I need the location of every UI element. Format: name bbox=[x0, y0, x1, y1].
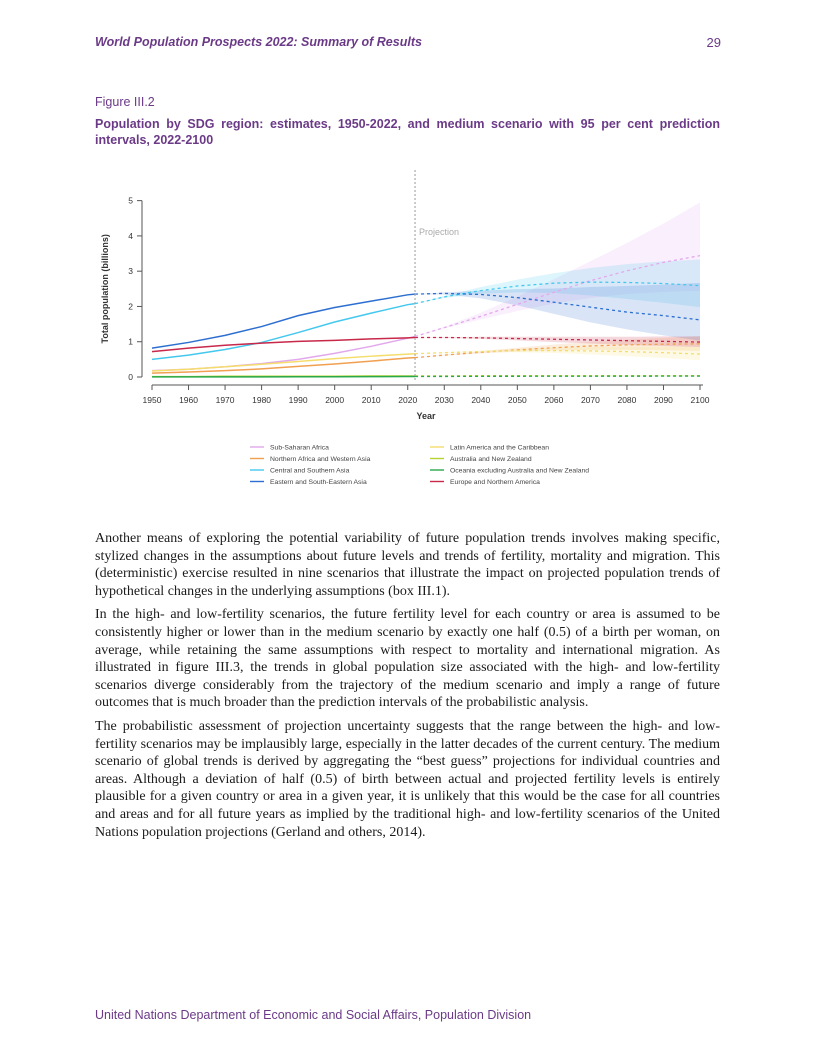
body-paragraph: Another means of exploring the potential variability of future population trends involves making specific, stylized changes in the assumptions about future levels and trends of fertility, mortality and migration. This (deterministic) exercise resulted in nine scenarios that illustrate the impact on projected population trends of hypothetical changes in the underlying assumptions (box III.1). bbox=[95, 531, 720, 599]
legend-label-sub-saharan-africa: Sub-Saharan Africa bbox=[270, 444, 329, 452]
x-tick-label: 2070 bbox=[580, 395, 600, 405]
y-tick-label: 4 bbox=[128, 230, 133, 241]
legend-label-australia-and-new-zealand: Australia and New Zealand bbox=[450, 456, 532, 463]
y-tick-label: 0 bbox=[128, 372, 133, 382]
legend-label-central-and-southern-asia: Central and Southern Asia bbox=[270, 467, 350, 475]
x-axis-title: Year bbox=[416, 411, 436, 421]
page-number: 29 bbox=[706, 35, 721, 50]
x-tick-label: 2000 bbox=[325, 395, 345, 405]
x-tick-label: 1970 bbox=[215, 395, 235, 405]
estimate-line-northern-africa-and-western-asia bbox=[152, 358, 415, 374]
band-eastern-and-south-eastern-asia bbox=[415, 283, 700, 341]
x-tick-label: 2030 bbox=[434, 395, 454, 405]
chart-legend bbox=[250, 445, 589, 487]
figure-title: Population by SDG region: estimates, 1950-2022, and medium scenario with 95 per cent prediction intervals, 2022-2100 bbox=[95, 117, 720, 147]
legend-label-northern-africa-and-western-asia: Northern Africa and Western Asia bbox=[270, 456, 371, 463]
band-latin-america-and-the-caribbean bbox=[415, 347, 700, 360]
x-tick-label: 2100 bbox=[690, 395, 710, 405]
estimate-line-europe-and-northern-america bbox=[152, 337, 415, 351]
body-paragraph: The probabilistic assessment of projection uncertainty suggests that the range between the high- and low-fertility scenarios may be implausibly large, especially in the latter decades of the current century. The medium scenario of global trends is derived by aggregating the “best guess” projections for individual countries and areas. Although a deviation of half (0.5) of birth between actual and projected fertility levels is entirely plausible for a given country or area in a given year, it is unlikely that this would be the case for all countries and areas and for all future years as implied by the traditional high- and low-fertility scenarios of the United Nations population projections (Gerland and others, 2014). bbox=[95, 718, 720, 840]
y-tick-label: 3 bbox=[128, 266, 133, 277]
x-tick-label: 1950 bbox=[142, 395, 162, 405]
population-chart bbox=[95, 165, 715, 495]
figure-label: Figure III.2 bbox=[95, 95, 155, 109]
running-title: World Population Prospects 2022: Summary of Results bbox=[95, 35, 422, 49]
x-tick-label: 1960 bbox=[179, 395, 198, 405]
x-tick-label: 1980 bbox=[252, 395, 272, 405]
x-tick-label: 2050 bbox=[507, 395, 527, 405]
legend-label-eastern-and-south-eastern-asia: Eastern and South-Eastern Asia bbox=[270, 479, 367, 486]
x-tick-label: 1990 bbox=[288, 395, 308, 405]
y-axis-title: Total population (billions) bbox=[100, 234, 110, 344]
x-tick-label: 2040 bbox=[471, 395, 491, 405]
x-tick-label: 2020 bbox=[398, 395, 418, 405]
y-tick-label: 2 bbox=[128, 301, 133, 312]
projection-label: Projection bbox=[419, 227, 460, 237]
body-paragraph: In the high- and low-fertility scenarios, the future fertility level for each country or area is assumed to be consistently higher or lower than in the medium scenario by exactly one half (0.5) of a birth per woman, on average, while retaining the same assumptions with respect to mortality and international migration. As illustrated in figure III.3, the trends in global population size associated with the high- and low-fertility scenarios diverge considerably from the trajectory of the medium scenario and imply a range of future outcomes that is much broader than the prediction intervals of the probabilistic analysis. bbox=[95, 607, 720, 711]
estimate-line-latin-america-and-the-caribbean bbox=[152, 354, 415, 371]
x-tick-label: 2080 bbox=[617, 395, 637, 405]
estimate-line-eastern-and-south-eastern-asia bbox=[152, 294, 415, 348]
x-tick-label: 2010 bbox=[361, 395, 381, 405]
x-tick-label: 2090 bbox=[654, 395, 673, 405]
y-tick-label: 5 bbox=[128, 195, 133, 206]
estimate-line-central-and-southern-asia bbox=[152, 304, 415, 360]
legend-label-latin-america-and-the-caribbean: Latin America and the Caribbean bbox=[450, 444, 549, 452]
body-text bbox=[95, 530, 720, 847]
legend-label-europe-and-northern-america: Europe and Northern America bbox=[450, 479, 540, 486]
x-tick-label: 2060 bbox=[544, 395, 564, 405]
footer: United Nations Department of Economic and Social Affairs, Population Division bbox=[95, 1008, 532, 1022]
legend-label-oceania-excluding-australia-and-new-zealand: Oceania excluding Australia and New Zealand bbox=[450, 467, 590, 475]
y-tick-label: 1 bbox=[128, 336, 133, 347]
